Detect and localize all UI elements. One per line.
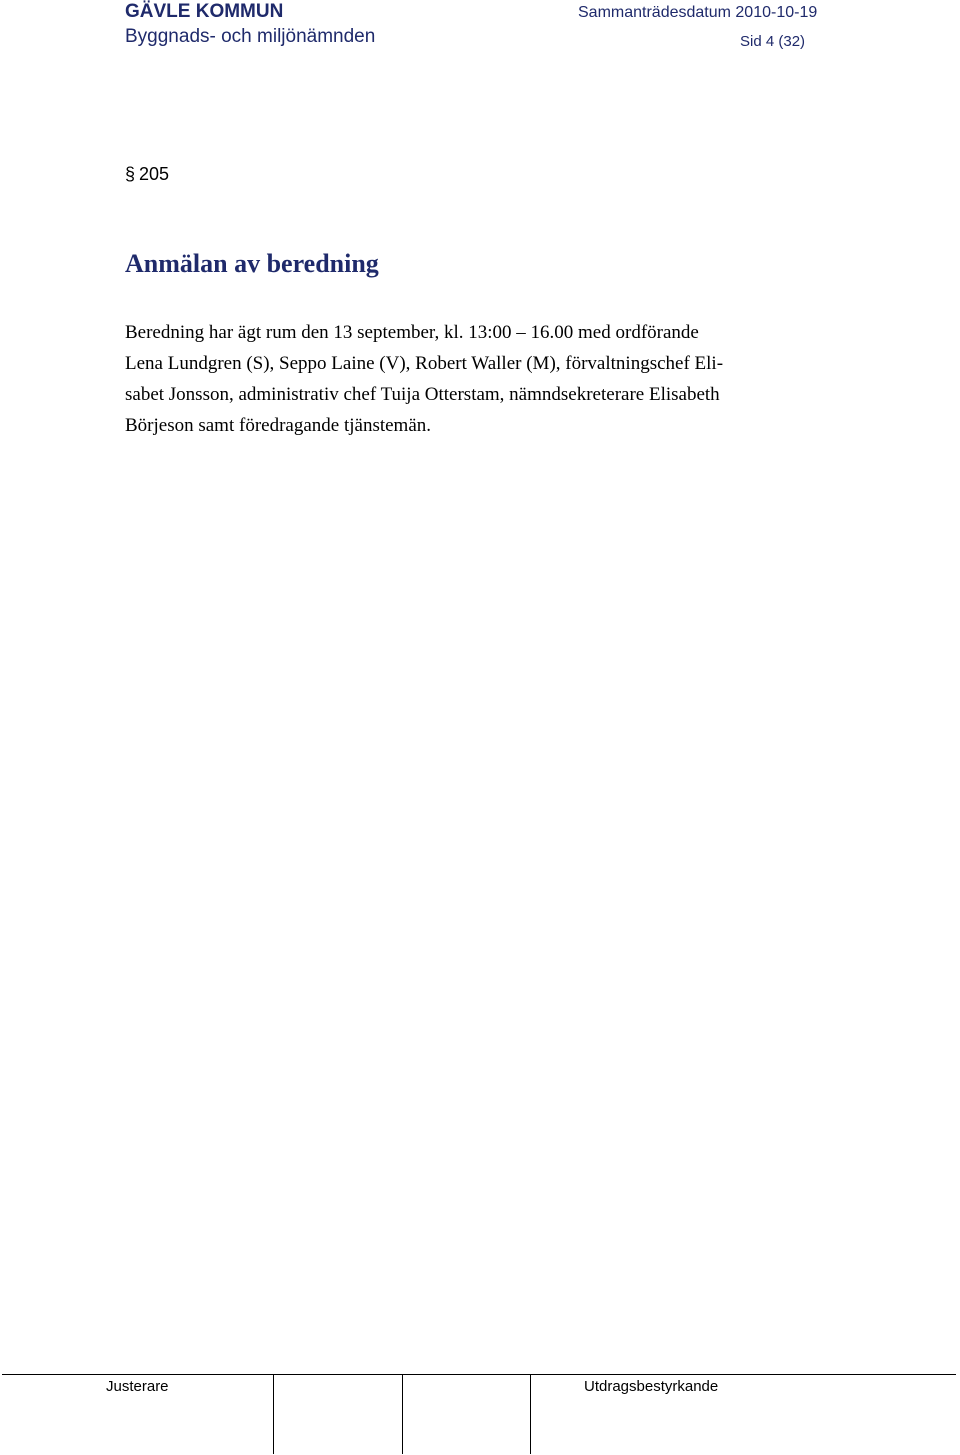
body-line: Börjeson samt föredragande tjänstemän. bbox=[125, 415, 432, 436]
footer-divider bbox=[402, 1374, 403, 1454]
page-number: Sid 4 (32) bbox=[740, 33, 806, 50]
signature-footer bbox=[0, 1374, 960, 1455]
body-text bbox=[125, 317, 825, 441]
body-line: Lena Lundgren (S), Seppo Laine (V), Robert Waller (M), förvaltningschef Eli- bbox=[125, 353, 724, 374]
body-line: Beredning har ägt rum den 13 september, kl. 13:00 – 16.00 med ordförande bbox=[125, 322, 699, 343]
paragraph-number bbox=[125, 164, 169, 185]
utdragsbestyrkande-label: Utdragsbestyrkande bbox=[584, 1378, 719, 1395]
meeting-date: Sammanträdesdatum 2010-10-19 bbox=[578, 4, 818, 21]
footer-divider bbox=[273, 1374, 274, 1454]
footer-divider bbox=[530, 1374, 531, 1454]
organization-name: GÄVLE KOMMUN bbox=[125, 1, 284, 22]
paragraph-number-value: 205 bbox=[139, 164, 170, 184]
page-title: Anmälan av beredning bbox=[125, 249, 379, 278]
footer-rule bbox=[2, 1374, 956, 1375]
justerare-label: Justerare bbox=[106, 1378, 169, 1395]
section-sign: § bbox=[125, 164, 136, 184]
body-line: sabet Jonsson, administrativ chef Tuija Otterstam, nämndsekreterare Elisabeth bbox=[125, 384, 720, 405]
board-name: Byggnads- och miljönämnden bbox=[125, 26, 376, 47]
